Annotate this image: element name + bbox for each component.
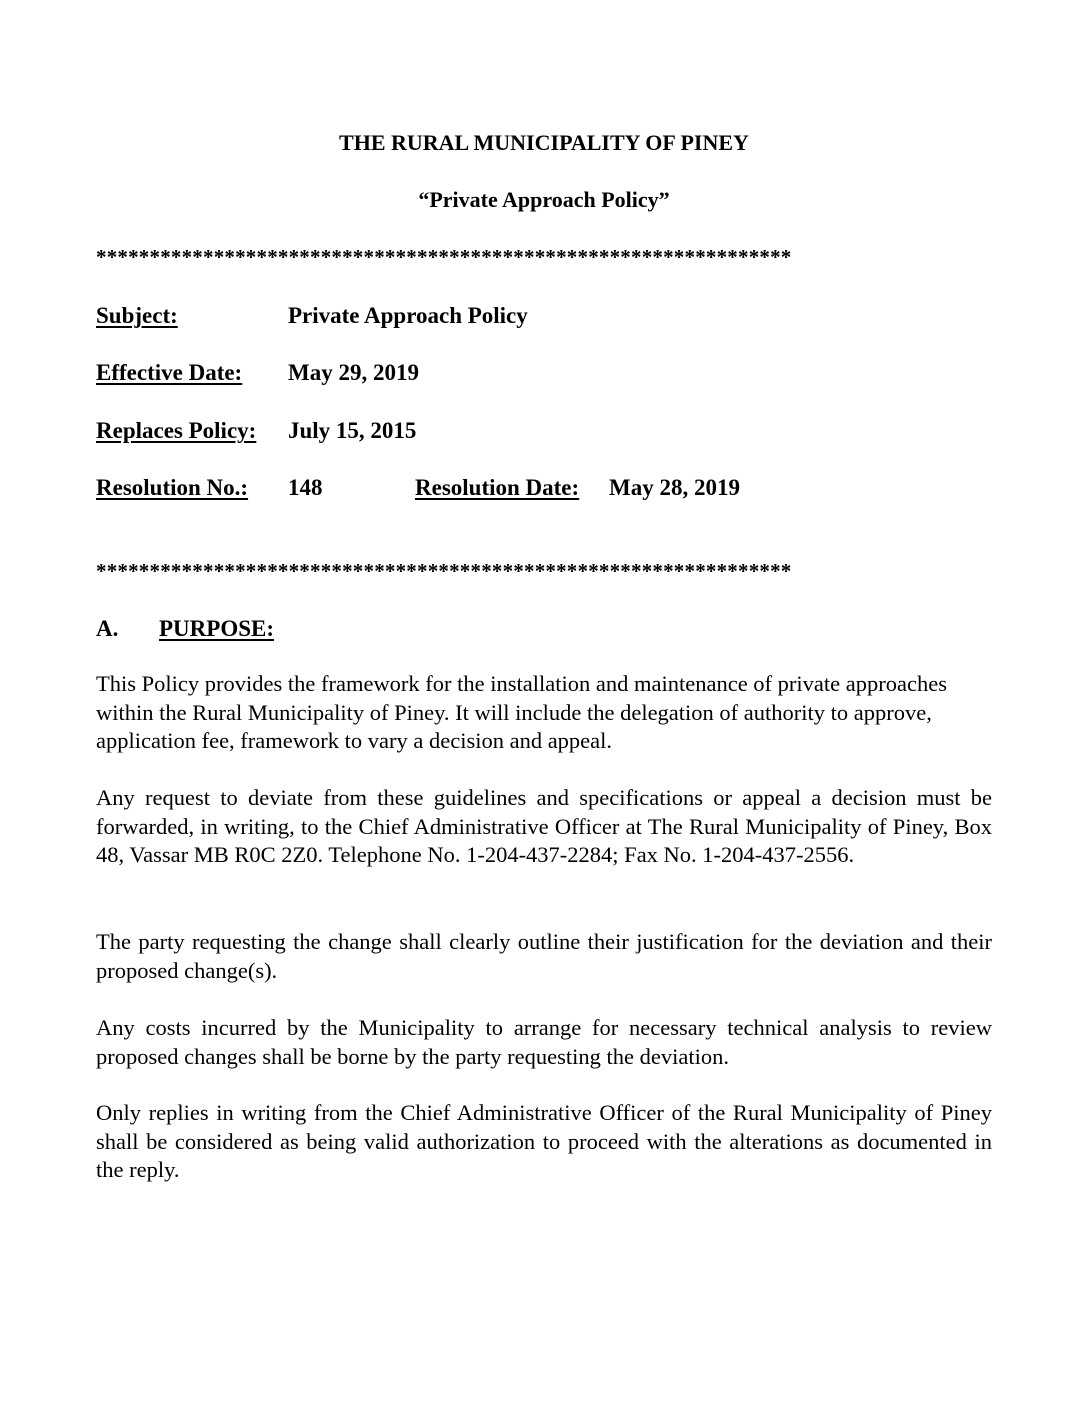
replaces-policy-label: Replaces Policy: xyxy=(96,418,257,443)
separator-top: ***************************************************************** xyxy=(96,247,792,268)
paragraph-purpose: This Policy provides the framework for the installation and maintenance of private approaches within the Rural Municipality of Piney. It will include the delegation of authority to approve, application fee, framework to vary a decision and appeal. xyxy=(96,671,947,753)
resolution-no-label: Resolution No.: xyxy=(96,475,249,500)
section-heading: PURPOSE: xyxy=(159,616,274,641)
section-letter: A. xyxy=(96,616,119,641)
resolution-date-label: Resolution Date: xyxy=(415,475,580,500)
paragraph-authorization: Only replies in writing from the Chief Administrative Officer of the Rural Municipality of Piney shall be considered as being valid authorization to proceed with the alterations as documented in the reply. xyxy=(96,1100,992,1182)
resolution-no-value: 148 xyxy=(288,475,323,500)
replaces-policy-value: July 15, 2015 xyxy=(288,418,417,443)
paragraph-costs: Any costs incurred by the Municipality to arrange for necessary technical analysis to review proposed changes shall be borne by the party requesting the deviation. xyxy=(96,1015,992,1069)
effective-date-value: May 29, 2019 xyxy=(288,360,419,385)
organization-title: THE RURAL MUNICIPALITY OF PINEY xyxy=(339,130,749,155)
paragraph-request: Any request to deviate from these guidelines and specifications or appeal a decision must be forwarded, in writing, to the Chief Administrative Officer at The Rural Municipality of Piney, Box 48, Vassar MB R0C 2Z0. Telephone No. 1-204-437-2284; Fax No. 1-204-437-2556. xyxy=(96,785,992,867)
subject-label: Subject: xyxy=(96,303,178,328)
subject-value: Private Approach Policy xyxy=(288,303,528,328)
policy-title: “Private Approach Policy” xyxy=(418,187,670,212)
effective-date-label: Effective Date: xyxy=(96,360,243,385)
paragraph-justification: The party requesting the change shall clearly outline their justification for the deviation and their proposed change(s). xyxy=(96,929,992,983)
separator-bottom: ***************************************************************** xyxy=(96,561,792,582)
resolution-date-value: May 28, 2019 xyxy=(609,475,740,500)
